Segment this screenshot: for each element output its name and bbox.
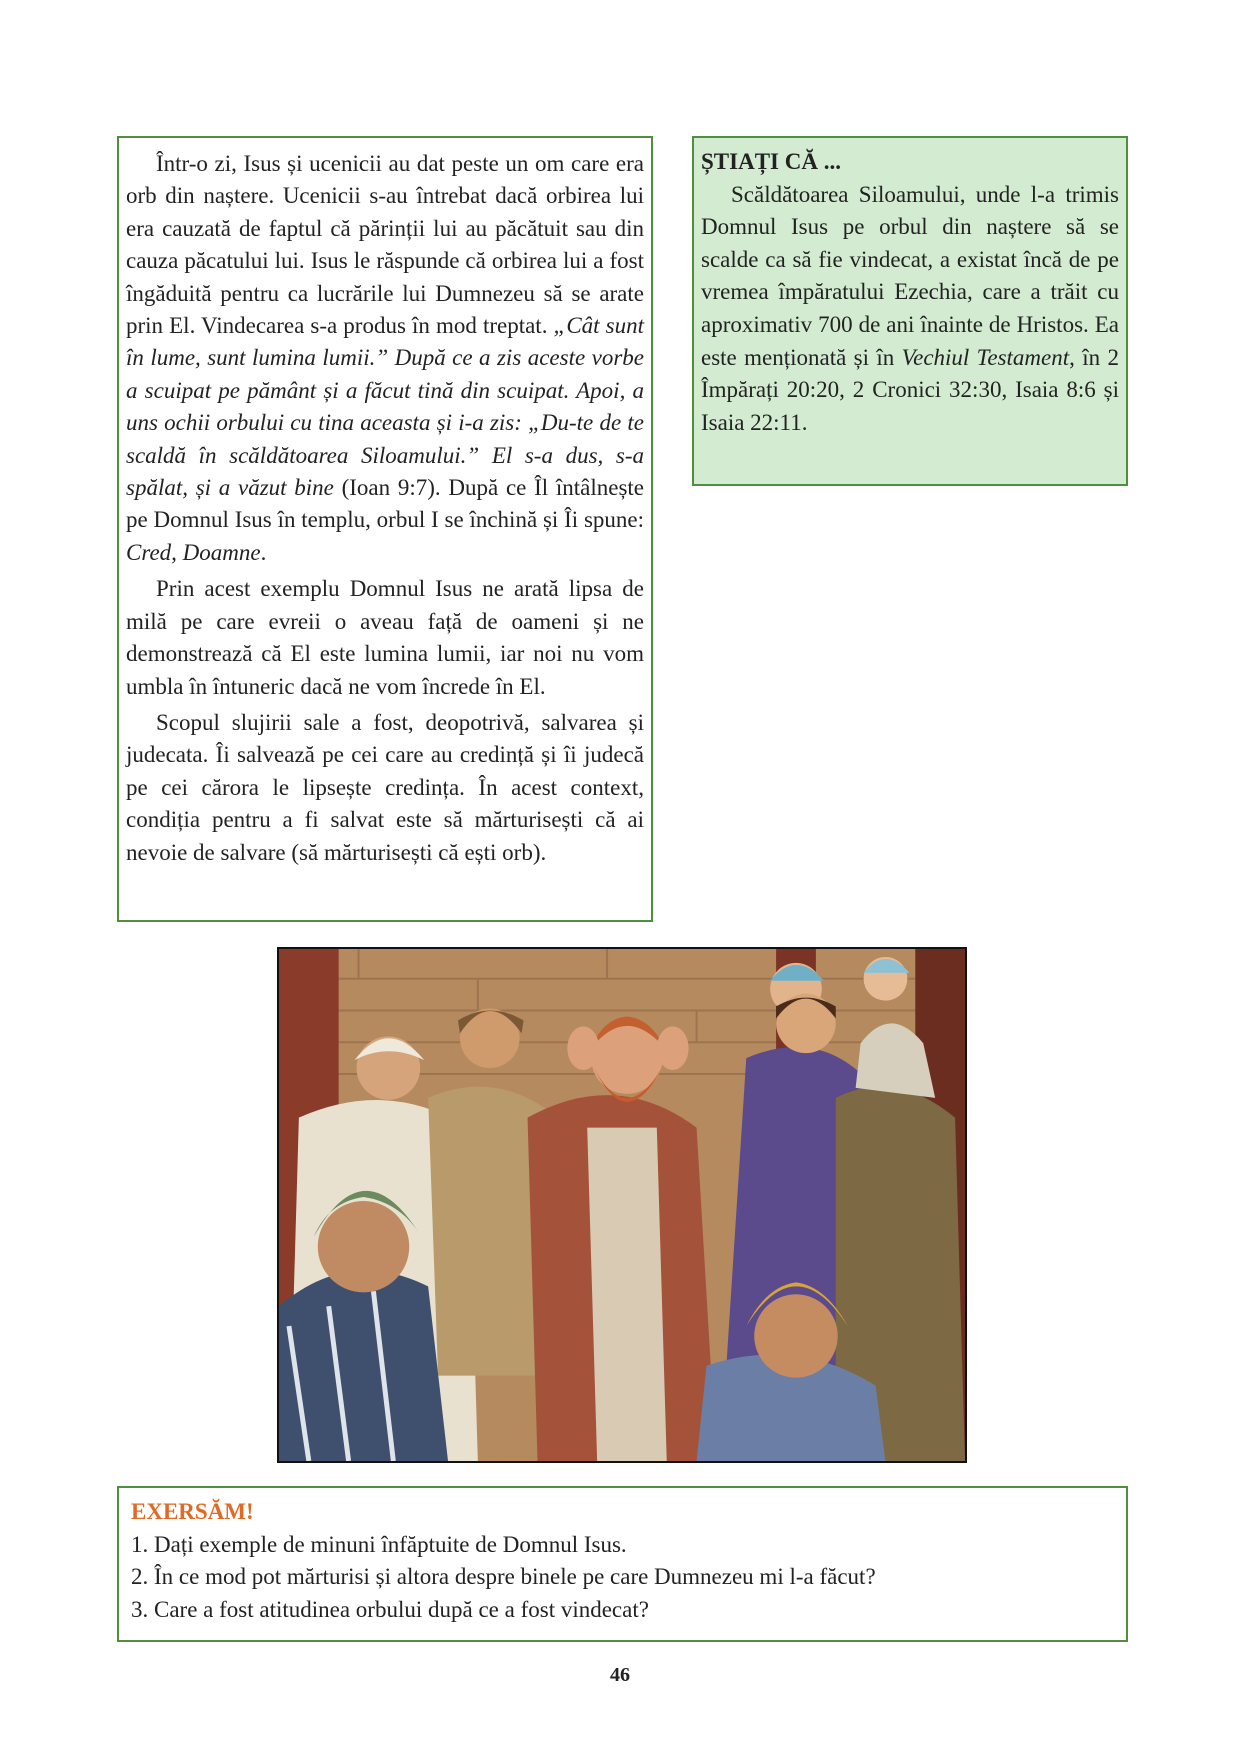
- exercise-title: EXERSĂM!: [131, 1499, 254, 1524]
- exercise-item: 2. În ce mod pot mărturisi și altora despre binele pe care Dumnezeu mi l-a făcut?: [131, 1564, 876, 1589]
- story-text: .: [260, 539, 267, 565]
- story-text: (Ioan 9:7). După ce Îl întâlnește pe Domnul Isus în templu, orbul I se închină și Îi spune:: [126, 475, 644, 533]
- story-quote: Cred, Doamne: [126, 539, 261, 565]
- story-quote: „Cât sunt în lume, sunt lumina lumii.” După ce a zis aceste vorbe a scuipat pe pământ și a făcut tină din scuipat. Apoi, a uns ochii orbului cu tina aceasta și i-a zis: „Du-te de te scaldă în scăldătoarea Siloamului.” El s-a dus, s-a spălat, și a văzut bine: [126, 313, 644, 501]
- illustration-drawing: [279, 949, 965, 1461]
- exercise-item: 1. Dați exemple de minuni înfăptuite de Domnul Isus.: [131, 1531, 627, 1557]
- exercise-item: 3. Care a fost atitudinea orbului după ce a fost vindecat?: [131, 1596, 649, 1622]
- story-text-box: [117, 136, 653, 922]
- facts-text: Scăldătoarea Siloamului, unde l-a trimis Domnul Isus pe orbul din naștere să se scalde ca să fie vindecat, a existat încă de pe vremea împăratului Ezechia, care a trăit cu aproximativ 700 de ani înainte de Hristos. Ea este menționată și în: [701, 181, 1119, 370]
- facts-text: , în 2 Împărați 20:20, 2 Cronici 32:30, Isaia 8:6 și Isaia 22:11.: [701, 344, 1119, 435]
- story-paragraph-1: [126, 148, 644, 569]
- did-you-know-title: ȘTIAȚI CĂ ...: [701, 149, 841, 174]
- exercise-box: [117, 1486, 1128, 1642]
- story-text: Într-o zi, Isus și ucenicii au dat peste un om care era orb din naștere. Ucenicii s-au întrebat dacă orbirea lui era cauzată de faptul că părinții lui au păcătuit sau din cauza păcatului lui. Isus le răspunde că orbirea lui a fost îngăduită pentru ca lucrările lui Dumnezeu să se arate prin El. Vindecarea s-a produs în mod treptat.: [126, 151, 644, 339]
- exercise-list: [131, 1529, 1114, 1627]
- facts-book-title: Vechiul Testament: [901, 344, 1070, 370]
- healing-blind-man-illustration: [277, 947, 967, 1463]
- did-you-know-box: [692, 136, 1128, 486]
- story-paragraph-3: Scopul slujirii sale a fost, deopotrivă, salvarea și judecata. Îi salvează pe cei care au credință și îi judecă pe cei cărora le lipsește credința. În acest context, condiția pentru a fi salvat este să mărturisești că ai nevoie de salvare (să mărturisești că ești orb).: [126, 709, 644, 865]
- story-paragraph-2: Prin acest exemplu Domnul Isus ne arată lipsa de milă pe care evreii o aveau față de oameni și ne demonstrează că El este lumina lumii, iar noi nu vom umbla în întuneric dacă ne vom încrede în El.: [126, 576, 644, 699]
- did-you-know-text: [701, 179, 1119, 440]
- page-number: 46: [610, 1664, 630, 1686]
